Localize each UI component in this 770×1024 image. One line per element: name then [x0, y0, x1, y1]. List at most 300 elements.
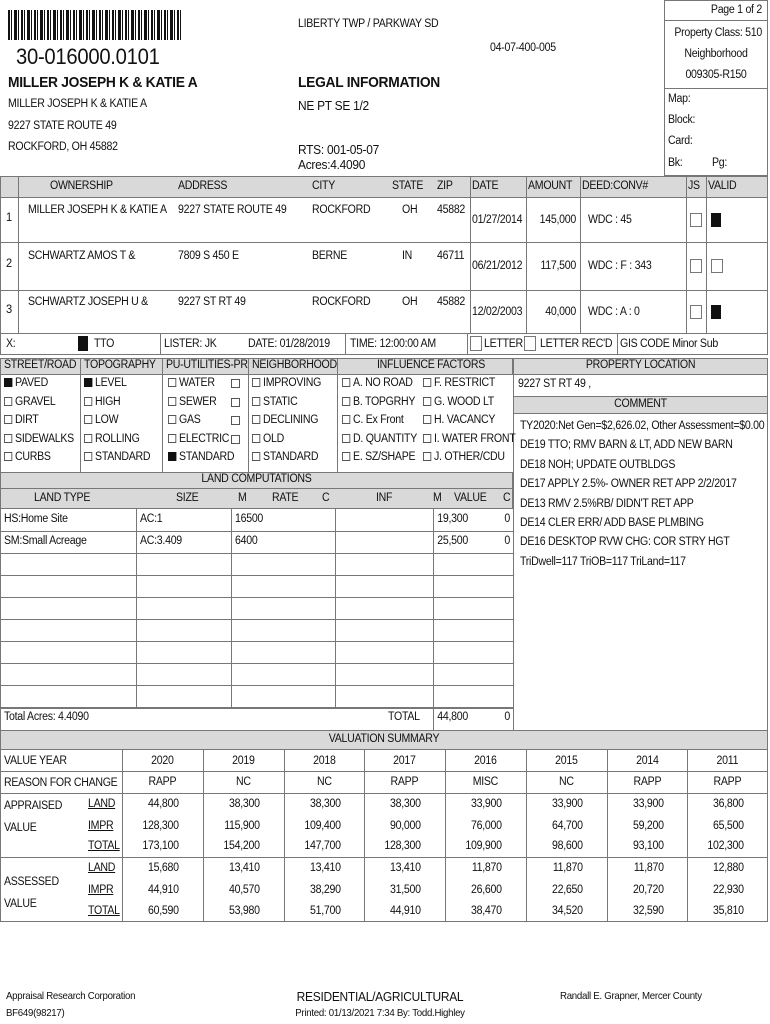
legal-title: LEGAL INFORMATION [298, 74, 440, 91]
influence-label: F. RESTRICT [434, 377, 496, 389]
appraised-land: 44,800 [148, 798, 179, 810]
value-year: 2016 [474, 755, 497, 767]
js-checkbox[interactable] [690, 305, 702, 319]
utility-checkbox[interactable] [168, 378, 176, 387]
land-size: AC:3.409 [140, 535, 182, 547]
influence-checkbox[interactable] [423, 397, 431, 406]
influence-item [342, 451, 415, 463]
land-col-rate: RATE [272, 492, 299, 504]
value-year-label: VALUE YEAR [4, 755, 67, 767]
appraised-total: 102,300 [707, 840, 744, 852]
ownership-zip: 45882 [437, 204, 466, 216]
land-rate: 6400 [235, 535, 258, 547]
neighborhood-label: STATIC [263, 396, 298, 408]
land-col-c2: C [503, 492, 511, 504]
assessed-value-label: VALUE [4, 898, 37, 910]
street-road-item [4, 377, 48, 389]
topography-item [84, 433, 140, 445]
assessed-total: 35,810 [713, 905, 744, 917]
legal-desc: NE PT SE 1/2 [298, 98, 369, 113]
col-city: CITY [312, 180, 335, 192]
date-label: DATE: 01/28/2019 [248, 338, 330, 350]
appraised-land: 33,900 [471, 798, 502, 810]
neighborhood-label: Neighborhood [684, 48, 748, 60]
land-type: SM:Small Acreage [4, 535, 87, 547]
js-checkbox[interactable] [690, 259, 702, 273]
land-rate: 16500 [235, 513, 264, 525]
valuation-col-divider [203, 750, 204, 922]
land-type: HS:Home Site [4, 513, 68, 525]
street-road-label: GRAVEL [15, 396, 56, 408]
col-state: STATE [392, 180, 424, 192]
land-grid-line [0, 597, 513, 598]
neighborhood-item [252, 451, 318, 463]
col-amount: AMOUNT [528, 180, 573, 192]
utility-private-checkbox[interactable] [231, 435, 240, 444]
influence-item [342, 396, 415, 408]
influence-label: D. QUANTITY [353, 433, 418, 445]
land-size: AC:1 [140, 513, 163, 525]
ownership-state: IN [402, 250, 413, 262]
pg-label: Pg: [712, 157, 728, 169]
assessed-impr: 20,720 [632, 884, 664, 896]
col-js: JS [688, 180, 700, 192]
utility-item [168, 396, 216, 408]
neighborhood-checkbox[interactable] [252, 378, 260, 387]
assessed-land: 12,880 [713, 862, 744, 874]
reason-for-change: NC [235, 776, 251, 788]
letter-checkbox[interactable] [470, 336, 482, 351]
street-road-label: CURBS [15, 451, 51, 463]
comment-title: COMMENT [614, 398, 667, 410]
appraised-total: 147,700 [303, 840, 341, 852]
reason-for-change: RAPP [633, 776, 661, 788]
assessed-land: 13,410 [390, 862, 421, 874]
neighborhood-item [252, 414, 318, 426]
influence-label: I. WATER FRONT [434, 433, 516, 445]
utility-label: WATER [179, 377, 215, 389]
land-c: 0 [504, 535, 510, 547]
barcode [8, 10, 182, 40]
ownership-deed: WDC : F : 343 [588, 260, 652, 272]
influence-checkbox[interactable] [342, 434, 350, 443]
appraised-land: 33,900 [632, 798, 664, 810]
assessed-impr: 40,570 [228, 884, 260, 896]
neighborhood-checkbox[interactable] [252, 397, 260, 406]
value-year: 2020 [151, 755, 174, 767]
land-total-label: TOTAL [388, 711, 420, 723]
appraised-impr: 109,400 [303, 820, 341, 832]
gis-code: GIS CODE Minor Sub [620, 338, 718, 350]
total-acres: Total Acres: 4.4090 [4, 711, 89, 723]
assessed-total: 44,910 [390, 905, 421, 917]
ownership-amount: 117,500 [540, 260, 576, 272]
township: LIBERTY TWP / PARKWAY SD [298, 18, 439, 30]
influence-checkbox[interactable] [342, 397, 350, 406]
street-road-item [4, 451, 51, 463]
ownership-row-num: 3 [6, 302, 12, 316]
valuation-col-divider [687, 750, 688, 922]
letter-recd-label: LETTER REC'D [540, 338, 613, 350]
owner-title: MILLER JOSEPH K & KATIE A [8, 74, 198, 91]
street-road-label: DIRT [15, 414, 39, 426]
influence-item [342, 433, 417, 445]
assessed-land: 15,680 [148, 862, 179, 874]
land-grid-line [0, 685, 513, 686]
comment-line: DE17 APPLY 2.5%- OWNER RET APP 2/2/2017 [520, 478, 737, 491]
ownership-row-num: 2 [6, 256, 12, 270]
assessed-land: 13,410 [309, 862, 341, 874]
street-road-checkbox[interactable] [4, 378, 12, 387]
influence-label: B. TOPGRHY [353, 396, 416, 408]
col-ownership: OWNERSHIP [50, 180, 113, 192]
value-year: 2017 [393, 755, 416, 767]
valuation-col-divider [284, 750, 285, 922]
influence-item [423, 433, 515, 445]
land-col-c: C [322, 492, 330, 504]
ownership-amount: 145,000 [539, 214, 576, 226]
influence-item [423, 377, 495, 389]
street-road-item [4, 433, 74, 445]
influence-label: C. Ex Front [353, 414, 404, 426]
ownership-deed: WDC : 45 [588, 214, 632, 226]
x-label: X: [6, 338, 16, 350]
valuation-col-divider [526, 750, 527, 922]
appraised-total: 98,600 [551, 840, 583, 852]
value-year: 2019 [231, 755, 255, 767]
col-date: DATE [472, 180, 499, 192]
value-year: 2018 [312, 755, 336, 767]
asmt-land-label: LAND [88, 862, 116, 874]
land-total-c: 0 [504, 711, 510, 723]
utility-item [168, 377, 215, 389]
assessed-land: 11,870 [633, 862, 664, 874]
land-grid-line [0, 619, 513, 620]
influence-label: G. WOOD LT [434, 396, 494, 408]
utilities-header: PU-UTILITIES-PR [166, 359, 248, 371]
letter-recd-checkbox[interactable] [524, 336, 536, 351]
utility-checkbox[interactable] [168, 452, 176, 461]
influence-item [342, 414, 404, 426]
appraised-impr: 115,900 [223, 820, 260, 832]
appraised-label: APPRAISED [4, 800, 63, 812]
value-year: 2014 [635, 755, 659, 767]
appraised-land: 33,900 [551, 798, 583, 810]
land-grid-line [0, 553, 513, 554]
tto-label: TTO [94, 338, 115, 350]
land-title: LAND COMPUTATIONS [201, 473, 312, 485]
ownership-name: MILLER JOSEPH K & KATIE A [28, 204, 167, 216]
reason-for-change: RAPP [148, 776, 177, 788]
parcel-number: 30-016000.0101 [16, 44, 160, 69]
appraised-land: 38,300 [309, 798, 341, 810]
topography-label: LOW [95, 414, 119, 426]
topography-checkbox[interactable] [84, 415, 92, 424]
footer-printed: Printed: 01/13/2021 7:34 By: Todd.Highley [295, 1007, 465, 1019]
topography-label: LEVEL [95, 377, 127, 389]
appraised-total: 93,100 [632, 840, 664, 852]
neighborhood-checkbox[interactable] [252, 434, 260, 443]
utility-checkbox[interactable] [168, 397, 176, 406]
reason-for-change: RAPP [390, 776, 419, 788]
utility-item [168, 451, 234, 463]
influence-checkbox[interactable] [423, 434, 431, 443]
ownership-zip: 46711 [437, 250, 465, 262]
appraised-total: 109,900 [465, 840, 502, 852]
col-deed: DEED:CONV# [582, 180, 649, 192]
reason-for-change: MISC [472, 776, 499, 788]
comment-line: DE18 NOH; UPDATE OUTBLDGS [520, 458, 676, 471]
influence-label: A. NO ROAD [353, 377, 413, 389]
neighborhood-checkbox[interactable] [252, 415, 260, 424]
neighborhood-label: DECLINING [263, 414, 319, 426]
land-value: 19,300 [437, 513, 468, 525]
land-col-type: LAND TYPE [34, 492, 91, 504]
neighborhood-label: OLD [263, 433, 284, 445]
footer-type: RESIDENTIAL/AGRICULTURAL [296, 989, 464, 1004]
land-col-m2: M [433, 492, 442, 504]
appr-land-label: LAND [88, 798, 116, 810]
appraised-total: 173,100 [142, 840, 179, 852]
influence-checkbox[interactable] [423, 378, 431, 387]
utility-item [168, 414, 201, 426]
utility-label: STANDARD [179, 451, 235, 463]
footer-form: BF649(98217) [6, 1007, 65, 1019]
appr-impr-label: IMPR [88, 820, 114, 832]
reason-for-change: NC [316, 776, 332, 788]
appraised-land: 38,300 [228, 798, 260, 810]
influence-checkbox[interactable] [423, 452, 431, 461]
legal-acres: Acres:4.4090 [298, 157, 366, 172]
land-grid-line [0, 663, 513, 664]
appraised-value-label: VALUE [4, 822, 37, 834]
valid-checkbox[interactable] [711, 305, 721, 319]
ownership-address: 9227 STATE ROUTE 49 [178, 204, 287, 216]
land-grid-line [0, 531, 513, 532]
topography-label: HIGH [95, 396, 121, 408]
card-label: Card: [668, 135, 693, 147]
land-col-inf: INF [376, 492, 393, 504]
col-zip: ZIP [437, 180, 453, 192]
influence-item [423, 451, 505, 463]
influence-checkbox[interactable] [423, 415, 431, 424]
appraised-land: 38,300 [390, 798, 421, 810]
topography-item [84, 451, 150, 463]
asmt-impr-label: IMPR [88, 884, 114, 896]
influence-checkbox[interactable] [342, 415, 350, 424]
influence-checkbox[interactable] [342, 378, 350, 387]
assessed-total: 32,590 [632, 905, 664, 917]
utility-label: ELECTRIC [179, 433, 230, 445]
land-c: 0 [504, 513, 510, 525]
street-road-label: PAVED [15, 377, 48, 389]
ownership-name: SCHWARTZ JOSEPH U & [28, 296, 148, 308]
appraised-impr: 64,700 [551, 820, 583, 832]
tto-checkbox[interactable] [78, 336, 88, 351]
valid-checkbox[interactable] [711, 259, 723, 273]
influence-item [423, 414, 495, 426]
ownership-row-num: 1 [6, 210, 12, 224]
comment-line: DE13 RMV 2.5%RB/ DIDN'T RET APP [520, 497, 694, 510]
ownership-date: 12/02/2003 [472, 306, 523, 318]
street-road-checkbox[interactable] [4, 452, 12, 461]
neighborhood-value: 009305-R150 [685, 69, 747, 81]
appraised-impr: 76,000 [471, 820, 502, 832]
assessed-land: 13,410 [228, 862, 260, 874]
legal-rts: RTS: 001-05-07 [298, 142, 380, 157]
col-address: ADDRESS [178, 180, 228, 192]
topography-label: ROLLING [95, 433, 140, 445]
property-class: Property Class: 510 [674, 27, 762, 39]
property-location-header: PROPERTY LOCATION [585, 359, 696, 371]
street-road-item [4, 396, 56, 408]
comment-line: DE14 CLER ERR/ ADD BASE PLMBING [520, 517, 704, 529]
ownership-address: 7809 S 450 E [178, 250, 239, 262]
utility-label: GAS [179, 414, 201, 426]
ownership-date: 01/27/2014 [472, 214, 523, 226]
topography-header: TOPOGRAPHY [84, 359, 156, 371]
bk-label: Bk: [668, 157, 683, 169]
neighborhood-label: IMPROVING [263, 377, 322, 389]
ownership-table-frame [0, 198, 768, 334]
footer-company: Appraisal Research Corporation [6, 990, 136, 1002]
topography-label: STANDARD [95, 451, 151, 463]
asmt-total-label: TOTAL [88, 905, 120, 917]
assessed-total: 34,520 [551, 905, 583, 917]
appraised-impr: 59,200 [632, 820, 664, 832]
street-road-checkbox[interactable] [4, 434, 12, 443]
ownership-amount: 40,000 [545, 306, 576, 318]
footer-auditor: Randall E. Grapner, Mercer County [560, 990, 702, 1002]
valuation-col-divider [364, 750, 365, 922]
assessed-total: 60,590 [148, 905, 179, 917]
appraised-impr: 90,000 [390, 820, 421, 832]
street-road-label: SIDEWALKS [15, 433, 74, 445]
value-year: 2011 [716, 755, 739, 767]
utility-private-checkbox[interactable] [231, 416, 240, 425]
comment-line: TY2020:Net Gen=$2,626.02, Other Assessment=$0.00 [520, 420, 765, 432]
ownership-state: OH [402, 296, 418, 308]
street-road-checkbox[interactable] [4, 415, 12, 424]
valuation-col-divider [445, 750, 446, 922]
value-year: 2015 [554, 755, 578, 767]
utility-checkbox[interactable] [168, 434, 176, 443]
page-label: Page 1 of 2 [710, 4, 762, 16]
neighborhood-item [252, 433, 284, 445]
land-col-m: M [238, 492, 247, 504]
ownership-name: SCHWARTZ AMOS T & [28, 250, 136, 262]
influence-header: INFLUENCE FACTORS [377, 359, 485, 371]
assessed-impr: 38,290 [309, 884, 341, 896]
land-col-size: SIZE [176, 492, 199, 504]
owner-name: MILLER JOSEPH K & KATIE A [8, 98, 147, 110]
topography-item [84, 377, 127, 389]
assessed-impr: 26,600 [471, 884, 502, 896]
owner-city: ROCKFORD, OH 45882 [8, 141, 118, 153]
ownership-header-bar [0, 176, 768, 198]
block-label: Block: [668, 114, 696, 126]
neighborhood-item [252, 396, 297, 408]
influence-item [423, 396, 494, 408]
js-checkbox[interactable] [690, 213, 702, 227]
street-road-item [4, 414, 38, 426]
neighborhood-label: STANDARD [263, 451, 319, 463]
reason-for-change: RAPP [713, 776, 742, 788]
influence-checkbox[interactable] [342, 452, 350, 461]
neighborhood-item [252, 377, 321, 389]
reason-for-change: NC [558, 776, 574, 788]
assessed-total: 51,700 [309, 905, 341, 917]
letter-label: LETTER [484, 338, 523, 350]
ownership-city: ROCKFORD [312, 204, 371, 216]
influence-item [342, 377, 413, 389]
ownership-date: 06/21/2012 [472, 260, 523, 272]
land-col-value: VALUE [454, 492, 487, 504]
lister-label: LISTER: JK [164, 338, 217, 350]
influence-label: J. OTHER/CDU [434, 451, 505, 463]
topography-checkbox[interactable] [84, 434, 92, 443]
assessed-total: 53,980 [228, 905, 260, 917]
ownership-city: BERNE [312, 250, 348, 262]
valid-checkbox[interactable] [711, 213, 721, 227]
valuation-col-divider [607, 750, 608, 922]
topography-checkbox[interactable] [84, 397, 92, 406]
assessed-impr: 22,650 [551, 884, 583, 896]
assessed-label: ASSESSED [4, 876, 59, 888]
owner-street: 9227 STATE ROUTE 49 [8, 120, 117, 132]
utility-private-checkbox[interactable] [231, 398, 240, 407]
time-label: TIME: 12:00:00 AM [350, 338, 436, 350]
ownership-zip: 45882 [437, 296, 466, 308]
assessed-impr: 22,930 [713, 884, 744, 896]
map-label: Map: [668, 93, 691, 105]
valuation-title: VALUATION SUMMARY [328, 733, 440, 745]
appraised-impr: 65,500 [713, 820, 744, 832]
land-value: 25,500 [437, 535, 468, 547]
street-road-header: STREET/ROAD [4, 359, 77, 371]
topography-checkbox[interactable] [84, 378, 92, 387]
utility-label: SEWER [179, 396, 217, 408]
utility-private-checkbox[interactable] [231, 379, 240, 388]
ownership-address: 9227 ST RT 49 [178, 296, 246, 308]
appraised-total: 128,300 [384, 840, 421, 852]
utility-checkbox[interactable] [168, 415, 176, 424]
comment-line: TriDwell=117 TriOB=117 TriLand=117 [520, 555, 686, 568]
comment-line: DE19 TTO; RMV BARN & LT, ADD NEW BARN [520, 439, 733, 452]
assessed-land: 11,870 [471, 862, 502, 874]
appraised-land: 36,800 [713, 798, 744, 810]
ownership-deed: WDC : A : 0 [588, 306, 640, 318]
topography-item [84, 396, 120, 408]
utility-item [168, 433, 229, 445]
neighborhood-header: NEIGHBORHOOD [252, 359, 337, 371]
reason-label: REASON FOR CHANGE [4, 777, 118, 789]
assessed-land: 11,870 [552, 862, 583, 874]
appraised-total: 154,200 [223, 840, 260, 852]
appr-total-label: TOTAL [88, 840, 120, 852]
influence-label: E. SZ/SHAPE [353, 451, 416, 463]
street-road-checkbox[interactable] [4, 397, 12, 406]
col-valid: VALID [708, 180, 737, 192]
topography-item [84, 414, 118, 426]
land-grid-line [0, 575, 513, 576]
property-location-value: 9227 ST RT 49 , [518, 378, 591, 390]
appraised-impr: 128,300 [142, 820, 179, 832]
neighborhood-checkbox[interactable] [252, 452, 260, 461]
topography-checkbox[interactable] [84, 452, 92, 461]
land-grid-line [0, 641, 513, 642]
assessed-impr: 31,500 [390, 884, 421, 896]
